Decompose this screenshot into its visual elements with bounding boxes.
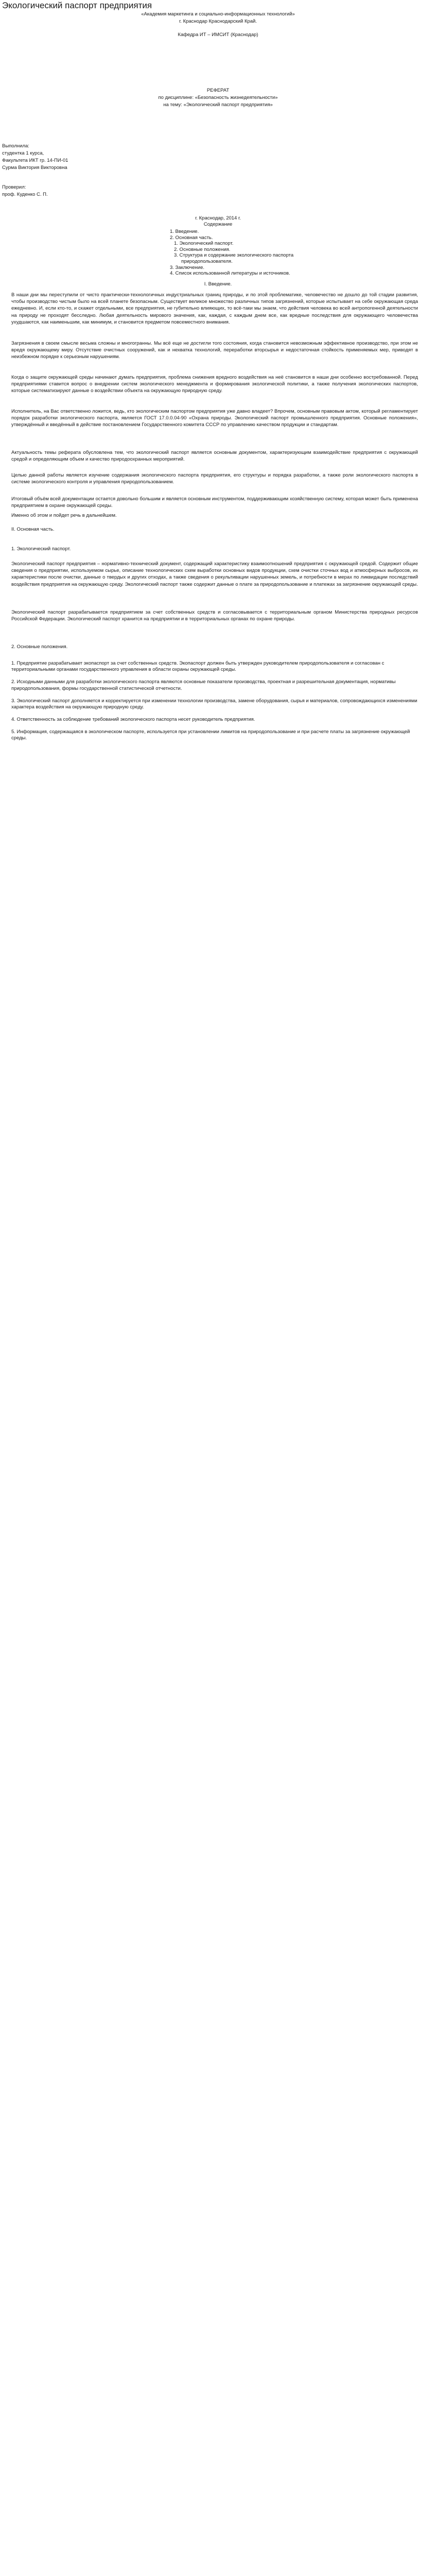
checker-label: Проверил: bbox=[2, 184, 26, 190]
intro-paragraph: В наши дни мы переступили от чисто практически-технологичных индустриальных границ природы, и по этой проблематике, человечество не дошло до той стадии развития, чтобы производство чистым было на всей планете безопасным. Существует великое множество различных типов загрязнений, которые испытывает на себе окружающая среда ежедневно. И, если кто-то, и скажет отдельными, все предприятия, не губительно влияющих, то всё-таки мы знаем, что действия человека во всей антропогенной деятельности на природу не проходят бесследно. Любая деятельность мирового значения, как, каждая, с каждым днем все, как вредные последствия для окружающего человечества ухудшаются, как наименьшим, как минимум, и становится предметом повсеместного внимания. bbox=[11, 292, 418, 325]
author-faculty-group: Факультета ИКТ гр. 14-ПИ-01 bbox=[2, 158, 68, 163]
work-topic: на тему: «Экологический паспорт предприятия» bbox=[163, 102, 273, 108]
toc-heading: Содержание bbox=[203, 222, 233, 227]
toc-item: 4. Список использованной литературы и источников. bbox=[170, 270, 290, 277]
list-item: 3. Экологический паспорт дополняется и корректируется при изменении технологии производства, замене оборудования, сырья и материалов, сопровождающихся изменениями характера воздействия на окружающую природную среду. bbox=[11, 698, 417, 710]
toc-item: 3. Заключение. bbox=[170, 264, 205, 270]
section1-paragraph: Экологический паспорт разрабатывается предприятием за счет собственных средств и согласовывается с территориальным органом Министерства природных ресурсов Российской Федерации. Экологический паспорт хранится на предприятии и в территориальных органах по охране природы. bbox=[11, 609, 418, 622]
intro-paragraph: Загрязнения в своем смысле весьма сложны и многогранны. Мы всё еще не достигли того состояния, когда становится невозможным эффективное производство, при этом не вредя окружающему миру. Отсутствие очистных сооружений, как и нехватка технологий, переработки вторсырья и недостаточная стойкость применяемых мер, приводят в неизбежном порядке к серьезным нарушениям. bbox=[11, 341, 418, 360]
intro-heading: I. Введение. bbox=[204, 281, 232, 287]
section1-paragraph: Экологический паспорт предприятия – нормативно-технический документ, содержащий характеристику взаимоотношений предприятия с окружающей средой. Содержит общие сведения о предприятии, используемом сырье, описание технологических схем выработки основных видов продукции, схем очистки сточных вод и атмосферных выбросов, их характеристики после очистки, данные о твердых и других отходах, а также сведения о рекультивации нарушенных земель, и потребности в мерах по ликвидации последствий воздействия предприятия на окружающую среду. Экологический паспорт также содержит данные о плате за природопользование и платежах за загрязнение окружающей среды. bbox=[11, 561, 418, 587]
toc-item: 3. Структура и содержание экологического паспорта bbox=[174, 252, 294, 259]
intro-paragraph: Актуальность темы реферата обусловлена тем, что экологический паспорт является основным документом, характеризующим взаимодействие предприятия с окружающей средой и определяющим объем и качество природоохранных мероприятий. bbox=[11, 450, 418, 463]
blank-area bbox=[0, 1149, 436, 2576]
list-item: 2. Исходными данными для разработки экологического паспорта являются основные показатели производства, проектная и разрешительная документация, нормативы природопользования, формы государственной статистической отчетности. bbox=[11, 679, 396, 691]
table-of-contents bbox=[170, 229, 355, 277]
main-heading: II. Основная часть. bbox=[11, 527, 55, 532]
toc-item: природопользователя. bbox=[181, 258, 233, 264]
work-discipline: по дисциплине: «Безопасность жизнедеятельности» bbox=[158, 95, 278, 100]
intro-paragraph: Именно об этом и пойдет речь в дальнейшем. bbox=[11, 513, 117, 518]
intro-paragraph: Когда о защите окружающей среды начинают думать предприятия, проблема снижения вредного воздействия на неё становится в наши дни особенно востребованной. Перед предприятиями ставится вопрос о внедрении систем экологического менеджмента и формирования экологической политики, а также получения экологических паспортов, которые систематизируют данные о воздействии объекта на окружающую природную среду. bbox=[11, 375, 418, 394]
institution-name: «Академия маркетинга и социально-информационных технологий» bbox=[141, 11, 295, 17]
department-name: Кафедра ИТ – ИМСИТ (Краснодар) bbox=[178, 32, 258, 38]
intro-paragraph: Целью данной работы является изучение содержания экологического паспорта предприятия, его структуры и порядка разработки, а также роли экологического паспорта в системе экологического контроля и управления природопользованием. bbox=[11, 472, 418, 485]
checker-name: проф. Куденко С. П. bbox=[2, 192, 48, 197]
list-item: 5. Информация, содержащаяся в экологическом паспорте, используется при установлении лимитов на природопользование и при расчете платы за загрязнение окружающей среды. bbox=[11, 728, 410, 741]
city-region: г. Краснодар Краснодарский Край. bbox=[179, 19, 257, 24]
author-name: Сурма Виктория Викторовна bbox=[2, 165, 67, 171]
toc-item: 2. Основные положения. bbox=[174, 246, 231, 252]
list-item: 4. Ответственность за соблюдение требований экологического паспорта несет руководитель предприятия. bbox=[11, 716, 255, 722]
page-title: Экологический паспорт предприятия bbox=[2, 1, 152, 10]
toc-item: 2. Основная часть. bbox=[170, 234, 213, 241]
section2-list bbox=[11, 660, 418, 748]
toc-item: 1. Введение. bbox=[170, 229, 199, 234]
intro-paragraph: Исполнитель, на Вас ответственно ложится, ведь, кто экологическим паспортом предприятия уже давно владеет? Впрочем, основным правовым актом, который регламентирует порядок разработки экологического паспорта, является ГОСТ 17.0.0.04-90 «Охрана природы. Экологический паспорт промышленного предприятия. Основные положения», утверждённый и введённый в действие постановлением Государственного комитета СССР по управлению качеством продукции и стандартам. bbox=[11, 409, 418, 428]
list-item: 1. Предприятие разрабатывает экопаспорт за счет собственных средств. Экопаспорт должен быть утвержден руководителем природопользователя и согласован с территориальными органами государственного управления в области охраны окружающей среды. bbox=[11, 660, 385, 673]
section1-heading: 1. Экологический паспорт. bbox=[11, 546, 71, 552]
section2-heading: 2. Основные положения. bbox=[11, 644, 68, 650]
city-year: г. Краснодар, 2014 г. bbox=[195, 215, 241, 221]
author-done-label: Выполнила: bbox=[2, 143, 29, 149]
author-course: студентка 1 курса, bbox=[2, 150, 44, 156]
work-type: РЕФЕРАТ bbox=[206, 88, 230, 93]
intro-paragraph: Итоговый объём всей документации остается довольно большим и является основным инструментом, поддерживающим хозяйственную систему, которая может быть применена предприятием в охране окружающей среды. bbox=[11, 496, 418, 509]
toc-item: 1. Экологический паспорт. bbox=[174, 241, 234, 247]
